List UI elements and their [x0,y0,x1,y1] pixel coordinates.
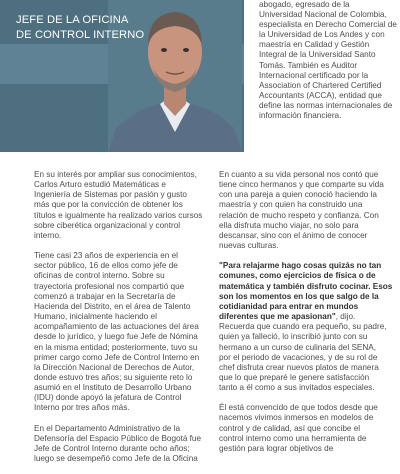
text-line: más que por la convicción de obtener los [34,200,183,210]
text-line: Jefe de Control Interno durante ocho años; [34,443,190,453]
paragraph-experience [34,251,212,414]
text-line: asumió en el Instituto de Desarrollo Urbano [34,383,192,393]
text-line: Carlos Arturo estudió Matemáticas e [34,180,166,190]
quote-line: matemática y también disfruto cocinar. Esos [219,281,393,291]
bio-line: especialista en Derecho Comercial de [259,20,397,30]
text-line: Humano, inicialmente haciendo el [34,312,157,322]
text-line: gestión para lograr objetivos de [219,443,334,453]
bio-line: Universidad Nacional de Colombia, [259,10,387,20]
text-line: En cuanto a su vida personal nos contó que [219,170,379,179]
text-line: Hacienda del Distrito, en el área de Talento [34,301,191,311]
text-line: luego se desempeñó como Jefe de la Oficina [34,454,198,464]
text-line: Defensoría del Espacio Público de Bogotá fue [34,433,202,443]
text-line: quien ya falleció, lo inscribió junto con su [219,332,368,342]
text-line: chef disfruta crear nuevos platos de manera [219,362,379,372]
quote-line: comunes, como ejercicios de física o de [219,271,376,281]
text-line: primer cargo como Jefe de Control Interno en [34,352,200,362]
text-line: maestría y con quien ha construido una [219,200,363,210]
text-line: sobre ciberética organizacional y control [34,220,181,230]
text-line: por el periodo de vacaciones, y de su rol de [219,352,378,362]
bio-line: define las normas internacionales de [259,100,393,110]
bio-line: Internacional certificado por la [259,70,369,80]
text-line: En el Departamento Administrativo de la [34,423,181,433]
quote-line-last [219,312,397,322]
bio-line: Association of Chartered Certified [259,80,382,90]
text-line: Recuerda que cuando era pequeño, su padre, [219,322,387,332]
text-line: oficinas de control interno. Sobre su [34,271,165,281]
text-line: nacemos vivimos inmersos en modelos de [219,413,374,423]
paragraph-personal-life [219,170,397,251]
text-line: relación de mucho respeto y confianza. Con [219,210,379,220]
quote-line: son los momentos en los que salgo de la [219,291,379,301]
quote-text: diferentes que me apasionan" [219,312,336,322]
text-line: títulos e igualmente ha realizado varios cursos [34,210,203,220]
section-title-line-1: JEFE DE LA OFICINA [16,14,129,26]
text-line: acompañamiento de las actuaciones del área [34,322,199,332]
text-line: En su interés por ampliar sus conocimientos, [34,170,197,179]
quote-line: "Para relajarme hago cosas quizás no tan [219,261,382,271]
text-line: en la misma entidad; posteriormente, tuvo su [34,342,198,352]
text-line: Él está convencido de que todos desde que [219,403,378,413]
text-line: que lo que preparé le genere satisfacción [219,372,370,382]
bio-line: Accountants (ACCA), entidad que [259,90,382,100]
text-line: hermano a un curso de culinaria del SENA, [219,342,377,352]
text-line: donde estuvo tres años; su siguiente reto lo [34,372,193,382]
text-line: tiene cinco hermanos y que comparte su vida [219,180,384,190]
text-line: descansar, sino con el ánimo de conocer [219,230,368,240]
text-line: comenzó a trabajar en la Secretaría de [34,291,176,301]
text-line: desde lo jurídico, y luego fue Jefe de Nómina [34,332,198,342]
bio-line: información financiera. [259,111,342,121]
text-line: tanto a él como a sus invitados especiales. [219,383,375,393]
quote-attribution: , dijo. [335,312,356,322]
text-line: control interno como una herramienta de [219,433,367,443]
bio-line: Tomás. También es Auditor [259,60,358,70]
bio-line: abogado, egresado de la [259,0,350,9]
text-line: control y de calidad, así que concibe el [219,423,361,433]
text-line: Interno por tres años más. [34,403,130,413]
bio-line: maestría en Calidad y Gestión [259,40,370,50]
hero-banner [0,0,400,152]
text-line: (IDU) donde apoyó la jefatura de Control [34,393,182,403]
left-column [34,170,212,474]
bio-line: la Universidad de Los Andes y con [259,30,385,40]
text-line: la Dirección Nacional de Derechos de Autor, [34,362,195,372]
text-line: Ingeniería de Sistemas por pasión y gusto [34,190,187,200]
paragraph-career [34,424,212,465]
paragraph-interests [34,170,212,241]
bio-line: Integral de la Universidad Santo [259,50,376,60]
section-title-line-2: DE CONTROL INTERNO [16,29,145,41]
text-line: interno. [34,230,62,240]
right-column [219,170,397,464]
text-line: trayectoria profesional nos compartió que [34,281,185,291]
bio-text [259,0,395,121]
text-line: Tiene casi 23 años de experiencia en el [34,251,178,261]
text-line: ella disfruta mucho viajar, no solo para [219,220,359,230]
text-line: nuevas culturas. [219,241,279,251]
text-line: sector público, 16 de ellos como jefe de [34,261,178,271]
pull-quote [219,261,397,393]
quote-line: cotidianidad para entrar en mundos [219,301,359,311]
paragraph-conviction [219,403,397,454]
text-line: con una pareja a quien conoció haciendo la [219,190,377,200]
